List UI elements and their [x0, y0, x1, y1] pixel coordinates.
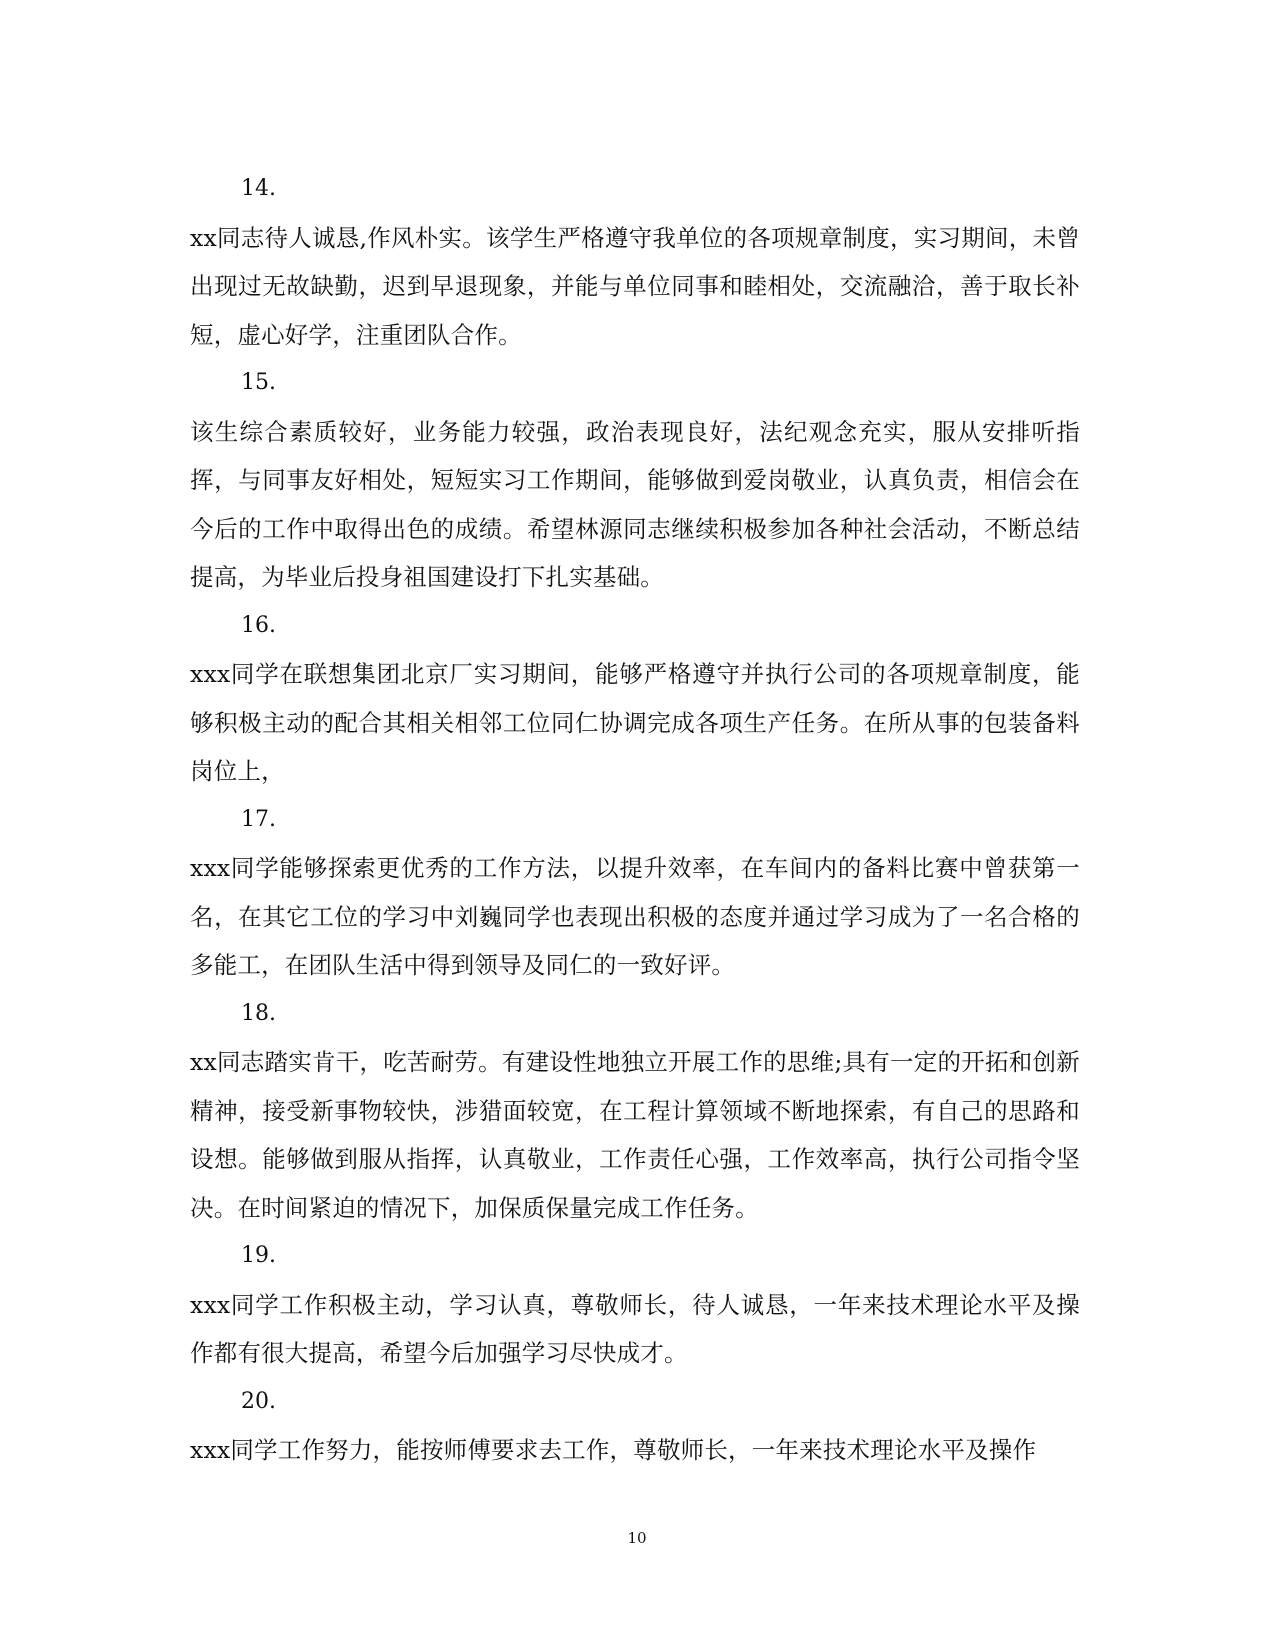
page-number: 10 — [627, 1529, 647, 1547]
item-paragraph: xxx同学工作积极主动，学习认真，尊敬师长，待人诚恳，一年来技术理论水平及操作都有很大提高，希望今后加强学习尽快成才。 — [190, 1290, 1080, 1367]
item-number: 20. — [241, 1388, 276, 1414]
document-body — [190, 165, 1080, 1475]
item-paragraph: xxx同学工作努力，能按师傅要求去工作，尊敬师长，一年来技术理论水平及操作 — [190, 1436, 1037, 1464]
item-paragraph: xxx同学能够探索更优秀的工作方法，以提升效率，在车间内的备料比赛中曾获第一名，在其它工位的学习中刘巍同学也表现出积极的态度并通过学习成为了一名合格的多能工，在团队生活中得到领导及同仁的一致好评。 — [190, 854, 1080, 979]
item-paragraph: xx同志待人诚恳,作风朴实。该学生严格遵守我单位的各项规章制度，实习期间，未曾出现过无故缺勤，迟到早退现象，并能与单位同事和睦相处，交流融洽，善于取长补短，虚心好学，注重团队合作。 — [190, 223, 1080, 349]
item-number: 15. — [241, 370, 276, 395]
item-paragraph: 该生综合素质较好，业务能力较强，政治表现良好，法纪观念充实，服从安排听指挥，与同事友好相处，短短实习工作期间，能够做到爱岗敬业，认真负责，相信会在今后的工作中取得出色的成绩。希望林源同志继续积极参加各种社会活动，不断总结提高，为毕业后投身祖国建设打下扎实基础。 — [190, 417, 1080, 591]
item-number: 19. — [241, 1243, 276, 1268]
item-paragraph: xx同志踏实肯干，吃苦耐劳。有建设性地独立开展工作的思维;具有一定的开拓和创新精神，接受新事物较快，涉猎面较宽，在工程计算领域不断地探索，有自己的思路和设想。能够做到服从指挥，认真敬业，工作责任心强，工作效率高，执行公司指令坚决。在时间紧迫的情况下，加保质保量完成工作任务。 — [190, 1048, 1080, 1222]
item-number: 16. — [241, 612, 276, 638]
item-number: 14. — [241, 176, 276, 201]
item-number: 17. — [241, 806, 276, 832]
item-paragraph: xxx同学在联想集团北京厂实习期间，能够严格遵守并执行公司的各项规章制度，能够积极主动的配合其相关相邻工位同仁协调完成各项生产任务。在所从事的包装备料岗位上， — [190, 660, 1080, 785]
item-number: 18. — [241, 1000, 276, 1026]
